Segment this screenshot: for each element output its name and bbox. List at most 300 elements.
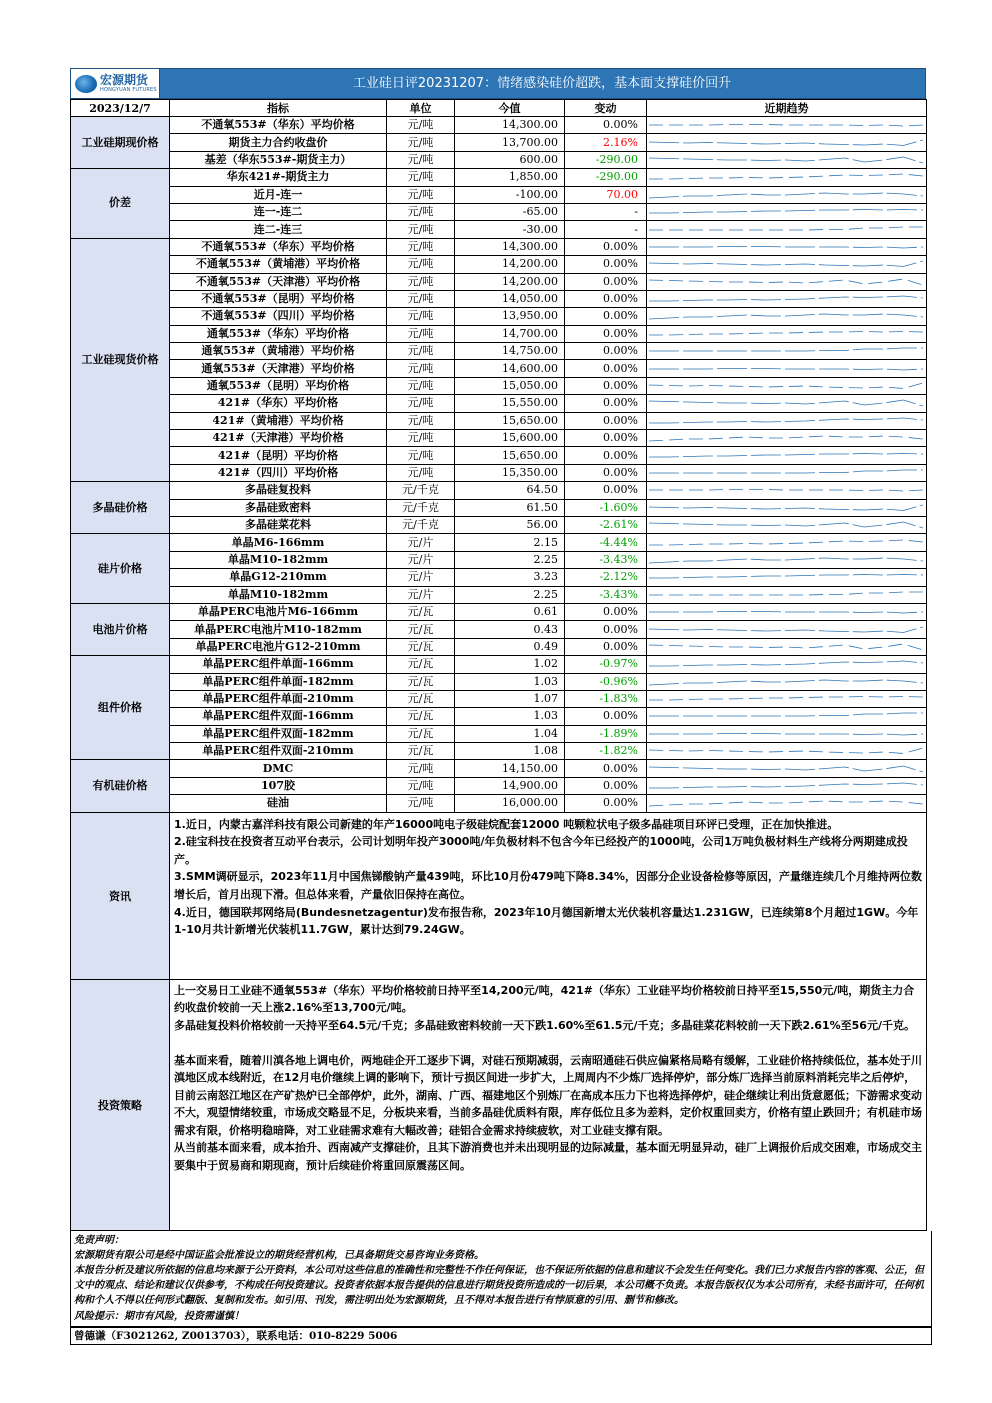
report-date: 2023/12/7: [71, 100, 170, 117]
unit-cell: 元/吨: [387, 169, 455, 186]
table-row: [71, 499, 927, 516]
value-cell: 1,850.00: [455, 169, 565, 186]
change-cell: 0.00%: [565, 621, 647, 638]
value-cell: 15,550.00: [455, 395, 565, 412]
news-item: 2.硅宝科技在投资者互动平台表示，公司计划明年投产3000吨/年负极材料不包含今年已经投产的1000吨，公司1万吨负极材料生产线将分两期建成投产。: [174, 835, 908, 866]
sparkline-line: [649, 558, 923, 563]
change-cell: 0.00%: [565, 795, 647, 812]
table-row: [71, 256, 927, 273]
unit-cell: 元/吨: [387, 447, 455, 464]
indicator-name: 单晶PERC电池片M6-166mm: [170, 603, 387, 620]
strategy-paragraph: 从当前基本面来看，成本抬升、西南减产支撑硅价，且其下游消费也并未出现明显的边际减量，基本面无明显异动，硅厂上调报价后成交困难，市场成交主要集中于贸易商和期现商，预计后续硅价将重回原震荡区间。: [174, 1141, 922, 1172]
indicator-name: 421#（天津港）平均价格: [170, 430, 387, 447]
sparkline-chart: [649, 518, 923, 532]
unit-cell: 元/吨: [387, 395, 455, 412]
value-cell: 3.23: [455, 569, 565, 586]
trend-sparkline: [647, 708, 927, 725]
sparkline-line: [649, 436, 923, 441]
news-item: 4.近日，德国联邦网络局(Bundesnetzagentur)发布报告称，2023年10月德国新增太光伏装机容量达1.231GW，已连续第8个月超过1GW。今年1-10月共计新增光伏装机11.7GW，累计达到79.24GW。: [174, 905, 919, 937]
value-cell: 14,200.00: [455, 256, 565, 273]
indicator-name: 107胶: [170, 777, 387, 794]
unit-cell: 元/片: [387, 586, 455, 603]
table-row: [71, 221, 927, 238]
table-row: [71, 638, 927, 655]
change-cell: -0.96%: [565, 673, 647, 690]
trend-sparkline: [647, 586, 927, 603]
trend-sparkline: [647, 343, 927, 360]
unit-cell: 元/吨: [387, 795, 455, 812]
sparkline-chart: [649, 483, 923, 497]
trend-sparkline: [647, 499, 927, 516]
category-label: 电池片价格: [71, 603, 170, 655]
trend-sparkline: [647, 795, 927, 812]
value-cell: 61.50: [455, 499, 565, 516]
unit-cell: 元/吨: [387, 151, 455, 168]
indicator-name: 单晶PERC组件单面-182mm: [170, 673, 387, 690]
indicator-name: 不通氧553#（天津港）平均价格: [170, 273, 387, 290]
change-cell: 0.00%: [565, 395, 647, 412]
table-row: [71, 308, 927, 325]
unit-cell: 元/瓦: [387, 621, 455, 638]
sparkline-line: [649, 505, 923, 511]
table-row: [71, 464, 927, 481]
sparkline-line: [649, 348, 923, 351]
sparkline-chart: [649, 240, 923, 254]
table-row: [71, 169, 927, 186]
sparkline-chart: [649, 709, 923, 723]
unit-cell: 元/吨: [387, 134, 455, 151]
col-change: 变动: [565, 100, 647, 117]
value-cell: 1.02: [455, 656, 565, 673]
value-cell: 14,150.00: [455, 760, 565, 777]
indicator-name: 单晶G12-210mm: [170, 569, 387, 586]
table-row: [71, 777, 927, 794]
trend-sparkline: [647, 117, 927, 134]
unit-cell: 元/瓦: [387, 656, 455, 673]
table-row: [71, 360, 927, 377]
value-cell: -65.00: [455, 203, 565, 220]
trend-sparkline: [647, 621, 927, 638]
sparkline-line: [649, 644, 923, 650]
change-cell: 2.16%: [565, 134, 647, 151]
sparkline-line: [649, 766, 923, 772]
category-label: 组件价格: [71, 656, 170, 760]
change-cell: 0.00%: [565, 308, 647, 325]
sparkline-chart: [649, 640, 923, 654]
value-cell: 15,600.00: [455, 430, 565, 447]
unit-cell: 元/吨: [387, 760, 455, 777]
category-label: 价差: [71, 169, 170, 239]
value-cell: 15,350.00: [455, 464, 565, 481]
unit-cell: 元/吨: [387, 290, 455, 307]
indicator-name: 不通氧553#（昆明）平均价格: [170, 290, 387, 307]
indicator-name: 多晶硅致密料: [170, 499, 387, 516]
table-row: [71, 377, 927, 394]
change-cell: 0.00%: [565, 760, 647, 777]
sparkline-chart: [649, 623, 923, 637]
unit-cell: 元/吨: [387, 377, 455, 394]
sparkline-line: [649, 246, 923, 248]
sparkline-chart: [649, 379, 923, 393]
table-row: [71, 412, 927, 429]
indicator-name: 单晶PERC组件单面-210mm: [170, 690, 387, 707]
trend-sparkline: [647, 760, 927, 777]
unit-cell: 元/瓦: [387, 708, 455, 725]
sparkline-line: [649, 801, 923, 806]
col-unit: 单位: [387, 100, 455, 117]
table-row: [71, 690, 927, 707]
value-cell: 14,900.00: [455, 777, 565, 794]
sparkline-line: [649, 296, 923, 301]
strategy-gap: [174, 1034, 922, 1052]
change-cell: -2.12%: [565, 569, 647, 586]
trend-sparkline: [647, 377, 927, 394]
sparkline-line: [649, 140, 923, 146]
category-label: 工业硅期现价格: [71, 117, 170, 169]
unit-cell: 元/千克: [387, 516, 455, 533]
trend-sparkline: [647, 673, 927, 690]
report-title: 工业硅日评20231207：情绪感染硅价超跌，基本面支撑硅价回升: [352, 76, 732, 91]
sparkline-line: [649, 697, 923, 701]
category-label: 硅片价格: [71, 534, 170, 604]
change-cell: 0.00%: [565, 377, 647, 394]
unit-cell: 元/吨: [387, 238, 455, 255]
change-cell: -3.43%: [565, 551, 647, 568]
strategy-paragraph: 基本面来看，随着川滇各地上调电价，两地硅企开工逐步下调，对硅石预期减弱，云南昭通硅石供应偏紧格局略有缓解，工业硅价格持续低位，基本处于川滇地区成本线附近，在12月电价继续上调的影响下，预计亏损区间进一步扩大，上周周内不少炼厂选择停炉，部分炼厂选择当前原料消耗完毕之后停炉，目前云南怒江地区在产矿热炉已全部停炉，此外，湖南、广西、福建地区个别炼厂在高成本压力下也将选择停炉，硅企继续让利出货意愿低；下游需求变动不大，观望情绪较重，市场成交略显不足，分板块来看，当前多晶硅优质料有限，库存低位且多为差料，定价权重回卖方，价格有望止跌回升；有机硅市场需求有限，价格明稳暗降，对工业硅需求难有大幅改善；硅铝合金需求持续疲软，对工业硅支撑有限。: [174, 1053, 922, 1137]
unit-cell: 元/吨: [387, 308, 455, 325]
indicator-name: 单晶PERC电池片M10-182mm: [170, 621, 387, 638]
sparkline-chart: [649, 362, 923, 376]
sparkline-chart: [649, 188, 923, 202]
sparkline-line: [649, 522, 923, 528]
trend-sparkline: [647, 464, 927, 481]
value-cell: 600.00: [455, 151, 565, 168]
change-cell: 0.00%: [565, 777, 647, 794]
sparkline-chart: [649, 675, 923, 689]
table-row: [71, 273, 927, 290]
change-cell: 0.00%: [565, 708, 647, 725]
sparkline-line: [649, 383, 923, 389]
trend-sparkline: [647, 638, 927, 655]
sparkline-line: [649, 748, 923, 754]
change-cell: 0.00%: [565, 447, 647, 464]
trend-sparkline: [647, 725, 927, 742]
table-row: [71, 656, 927, 673]
report-sheet: [70, 68, 926, 1345]
news-row: [71, 812, 927, 979]
trend-sparkline: [647, 430, 927, 447]
indicator-name: 不通氧553#（华东）平均价格: [170, 238, 387, 255]
indicator-name: 单晶PERC组件双面-182mm: [170, 725, 387, 742]
news-label: 资讯: [71, 812, 170, 979]
trend-sparkline: [647, 256, 927, 273]
unit-cell: 元/吨: [387, 117, 455, 134]
change-cell: -3.43%: [565, 586, 647, 603]
change-cell: 0.00%: [565, 430, 647, 447]
value-cell: 16,000.00: [455, 795, 565, 812]
unit-cell: 元/吨: [387, 221, 455, 238]
table-row: [71, 708, 927, 725]
table-row: [71, 203, 927, 220]
disclaimer-title: 免责声明：: [74, 1234, 124, 1246]
sparkline-line: [649, 612, 923, 614]
category-label: 工业硅现货价格: [71, 238, 170, 481]
value-cell: 1.07: [455, 690, 565, 707]
indicator-name: 不通氧553#（华东）平均价格: [170, 117, 387, 134]
indicator-name: 421#（四川）平均价格: [170, 464, 387, 481]
sparkline-line: [649, 314, 923, 319]
value-cell: 15,650.00: [455, 447, 565, 464]
indicator-name: 421#（华东）平均价格: [170, 395, 387, 412]
sparkline-chart: [649, 449, 923, 463]
change-cell: 70.00: [565, 186, 647, 203]
sparkline-line: [649, 680, 923, 685]
value-cell: 1.08: [455, 743, 565, 760]
unit-cell: 元/吨: [387, 343, 455, 360]
table-row: [71, 186, 927, 203]
category-label: 有机硅价格: [71, 760, 170, 812]
sparkline-chart: [649, 657, 923, 671]
value-cell: 1.04: [455, 725, 565, 742]
value-cell: -30.00: [455, 221, 565, 238]
strategy-row: [71, 979, 927, 1230]
indicator-name: 连二-连三: [170, 221, 387, 238]
indicator-name: 多晶硅复投料: [170, 482, 387, 499]
sparkline-line: [649, 575, 923, 579]
sparkline-line: [649, 592, 923, 595]
logo-name-en: HONGYUAN FUTURES: [100, 86, 157, 93]
sparkline-line: [649, 713, 923, 716]
table-row: [71, 743, 927, 760]
sparkline-chart: [649, 796, 923, 810]
table-row: [71, 151, 927, 168]
risk-warning: 风险提示：期市有风险，投资需谨慎！: [74, 1310, 244, 1322]
unit-cell: 元/吨: [387, 203, 455, 220]
table-row: [71, 725, 927, 742]
col-trend: 近期趋势: [647, 100, 927, 117]
value-cell: 13,950.00: [455, 308, 565, 325]
strategy-paragraph: 上一交易日工业硅不通氧553#（华东）平均价格较前日持平至14,200元/吨，421#（华东）工业硅平均价格较前日持平至15,550元/吨，期货主力合约收盘价较前一天上涨2.16%至13,700元/吨。: [174, 983, 915, 1015]
indicator-name: 期货主力合约收盘价: [170, 134, 387, 151]
change-cell: 0.00%: [565, 238, 647, 255]
trend-sparkline: [647, 690, 927, 707]
indicator-name: 单晶PERC组件双面-166mm: [170, 708, 387, 725]
disclaimer-line: 宏源期货有限公司是经中国证监会批准设立的期货经营机构，已具备期货交易咨询业务资格。: [74, 1249, 484, 1261]
table-row: [71, 430, 927, 447]
sparkline-chart: [649, 414, 923, 428]
indicator-name: 单晶PERC组件单面-166mm: [170, 656, 387, 673]
trend-sparkline: [647, 743, 927, 760]
sparkline-line: [649, 661, 923, 666]
trend-sparkline: [647, 221, 927, 238]
indicator-name: 连一-连二: [170, 203, 387, 220]
sparkline-line: [649, 540, 923, 545]
col-indicator: 指标: [170, 100, 387, 117]
unit-cell: 元/片: [387, 569, 455, 586]
change-cell: -2.61%: [565, 516, 647, 533]
sparkline-chart: [649, 692, 923, 706]
change-cell: 0.00%: [565, 325, 647, 342]
value-cell: 56.00: [455, 516, 565, 533]
sparkline-line: [649, 400, 923, 406]
sparkline-chart: [649, 466, 923, 480]
sparkline-chart: [649, 136, 923, 150]
table-row: [71, 325, 927, 342]
disclaimer: [70, 1231, 932, 1327]
sparkline-line: [649, 368, 923, 370]
trend-sparkline: [647, 447, 927, 464]
change-cell: 0.00%: [565, 464, 647, 481]
trend-sparkline: [647, 551, 927, 568]
table-row: [71, 482, 927, 499]
change-cell: -1.89%: [565, 725, 647, 742]
unit-cell: 元/瓦: [387, 603, 455, 620]
trend-sparkline: [647, 203, 927, 220]
trend-sparkline: [647, 603, 927, 620]
price-table: [70, 99, 927, 1231]
unit-cell: 元/吨: [387, 256, 455, 273]
indicator-name: 单晶M10-182mm: [170, 551, 387, 568]
trend-sparkline: [647, 412, 927, 429]
value-cell: 14,700.00: [455, 325, 565, 342]
sparkline-chart: [649, 275, 923, 289]
logo-name: 宏源期货: [100, 72, 149, 87]
value-cell: 0.61: [455, 603, 565, 620]
change-cell: -: [565, 221, 647, 238]
trend-sparkline: [647, 534, 927, 551]
sparkline-line: [649, 227, 923, 230]
change-cell: 0.00%: [565, 603, 647, 620]
sparkline-chart: [649, 309, 923, 323]
value-cell: 14,200.00: [455, 273, 565, 290]
value-cell: 1.03: [455, 673, 565, 690]
change-cell: -1.83%: [565, 690, 647, 707]
sparkline-line: [649, 261, 923, 267]
indicator-name: 通氧553#（华东）平均价格: [170, 325, 387, 342]
table-row: [71, 551, 927, 568]
trend-sparkline: [647, 238, 927, 255]
sparkline-line: [649, 733, 923, 735]
sparkline-line: [649, 470, 923, 473]
news-item: 3.SMM调研显示，2023年11月中国焦锑酸钠产量439吨，环比10月份479吨下降8.34%，因部分企业设备检修等原因，产量继连续几个月维持两位数增长后，首月出现下滑。但总体来看，产量依旧保持在高位。: [174, 870, 922, 901]
value-cell: 2.15: [455, 534, 565, 551]
indicator-name: 单晶M10-182mm: [170, 586, 387, 603]
table-row: [71, 534, 927, 551]
unit-cell: 元/千克: [387, 499, 455, 516]
table-row: [71, 586, 927, 603]
trend-sparkline: [647, 308, 927, 325]
category-label: 多晶硅价格: [71, 482, 170, 534]
change-cell: -1.82%: [565, 743, 647, 760]
table-row: [71, 795, 927, 812]
change-cell: 0.00%: [565, 256, 647, 273]
logo-globe-icon: [75, 75, 97, 93]
indicator-name: DMC: [170, 760, 387, 777]
strategy-label: 投资策略: [71, 979, 170, 1230]
value-cell: 14,050.00: [455, 290, 565, 307]
company-logo: [71, 69, 160, 98]
sparkline-line: [649, 279, 923, 285]
news-content: [170, 812, 927, 979]
trend-sparkline: [647, 169, 927, 186]
sparkline-line: [649, 418, 923, 423]
table-row: [71, 447, 927, 464]
change-cell: 0.00%: [565, 117, 647, 134]
trend-sparkline: [647, 482, 927, 499]
change-cell: 0.00%: [565, 638, 647, 655]
sparkline-chart: [649, 292, 923, 306]
trend-sparkline: [647, 290, 927, 307]
indicator-name: 421#（黄埔港）平均价格: [170, 412, 387, 429]
sparkline-chart: [649, 223, 923, 237]
sparkline-chart: [649, 327, 923, 341]
trend-sparkline: [647, 273, 927, 290]
change-cell: 0.00%: [565, 412, 647, 429]
sparkline-line: [649, 453, 923, 457]
unit-cell: 元/吨: [387, 186, 455, 203]
indicator-name: 单晶PERC组件双面-210mm: [170, 743, 387, 760]
indicator-name: 不通氧553#（四川）平均价格: [170, 308, 387, 325]
value-cell: 14,600.00: [455, 360, 565, 377]
table-row: [71, 343, 927, 360]
change-cell: 0.00%: [565, 273, 647, 290]
trend-sparkline: [647, 569, 927, 586]
indicator-name: 基差（华东553#-期货主力）: [170, 151, 387, 168]
unit-cell: 元/吨: [387, 325, 455, 342]
sparkline-line: [649, 331, 923, 335]
sparkline-line: [649, 174, 923, 179]
sparkline-chart: [649, 431, 923, 445]
indicator-name: 近月-连一: [170, 186, 387, 203]
unit-cell: 元/片: [387, 534, 455, 551]
unit-cell: 元/瓦: [387, 690, 455, 707]
indicator-name: 通氧553#（天津港）平均价格: [170, 360, 387, 377]
table-row: [71, 621, 927, 638]
sparkline-line: [649, 210, 923, 214]
sparkline-chart: [649, 344, 923, 358]
sparkline-chart: [649, 396, 923, 410]
indicator-name: 多晶硅菜花料: [170, 516, 387, 533]
unit-cell: 元/瓦: [387, 725, 455, 742]
change-cell: -: [565, 203, 647, 220]
sparkline-chart: [649, 762, 923, 776]
value-cell: 13,700.00: [455, 134, 565, 151]
unit-cell: 元/片: [387, 551, 455, 568]
table-row: [71, 760, 927, 777]
trend-sparkline: [647, 656, 927, 673]
change-cell: 0.00%: [565, 290, 647, 307]
indicator-name: 华东421#-期货主力: [170, 169, 387, 186]
change-cell: 0.00%: [565, 360, 647, 377]
table-header-row: [71, 100, 927, 117]
value-cell: 2.25: [455, 586, 565, 603]
sparkline-line: [649, 193, 923, 198]
report-header: [70, 68, 926, 99]
sparkline-chart: [649, 727, 923, 741]
unit-cell: 元/吨: [387, 360, 455, 377]
value-cell: 14,300.00: [455, 117, 565, 134]
table-row: [71, 238, 927, 255]
sparkline-chart: [649, 205, 923, 219]
value-cell: 14,300.00: [455, 238, 565, 255]
sparkline-chart: [649, 744, 923, 758]
unit-cell: 元/吨: [387, 464, 455, 481]
value-cell: -100.00: [455, 186, 565, 203]
indicator-name: 通氧553#（昆明）平均价格: [170, 377, 387, 394]
sparkline-chart: [649, 553, 923, 567]
sparkline-chart: [649, 605, 923, 619]
unit-cell: 元/吨: [387, 412, 455, 429]
